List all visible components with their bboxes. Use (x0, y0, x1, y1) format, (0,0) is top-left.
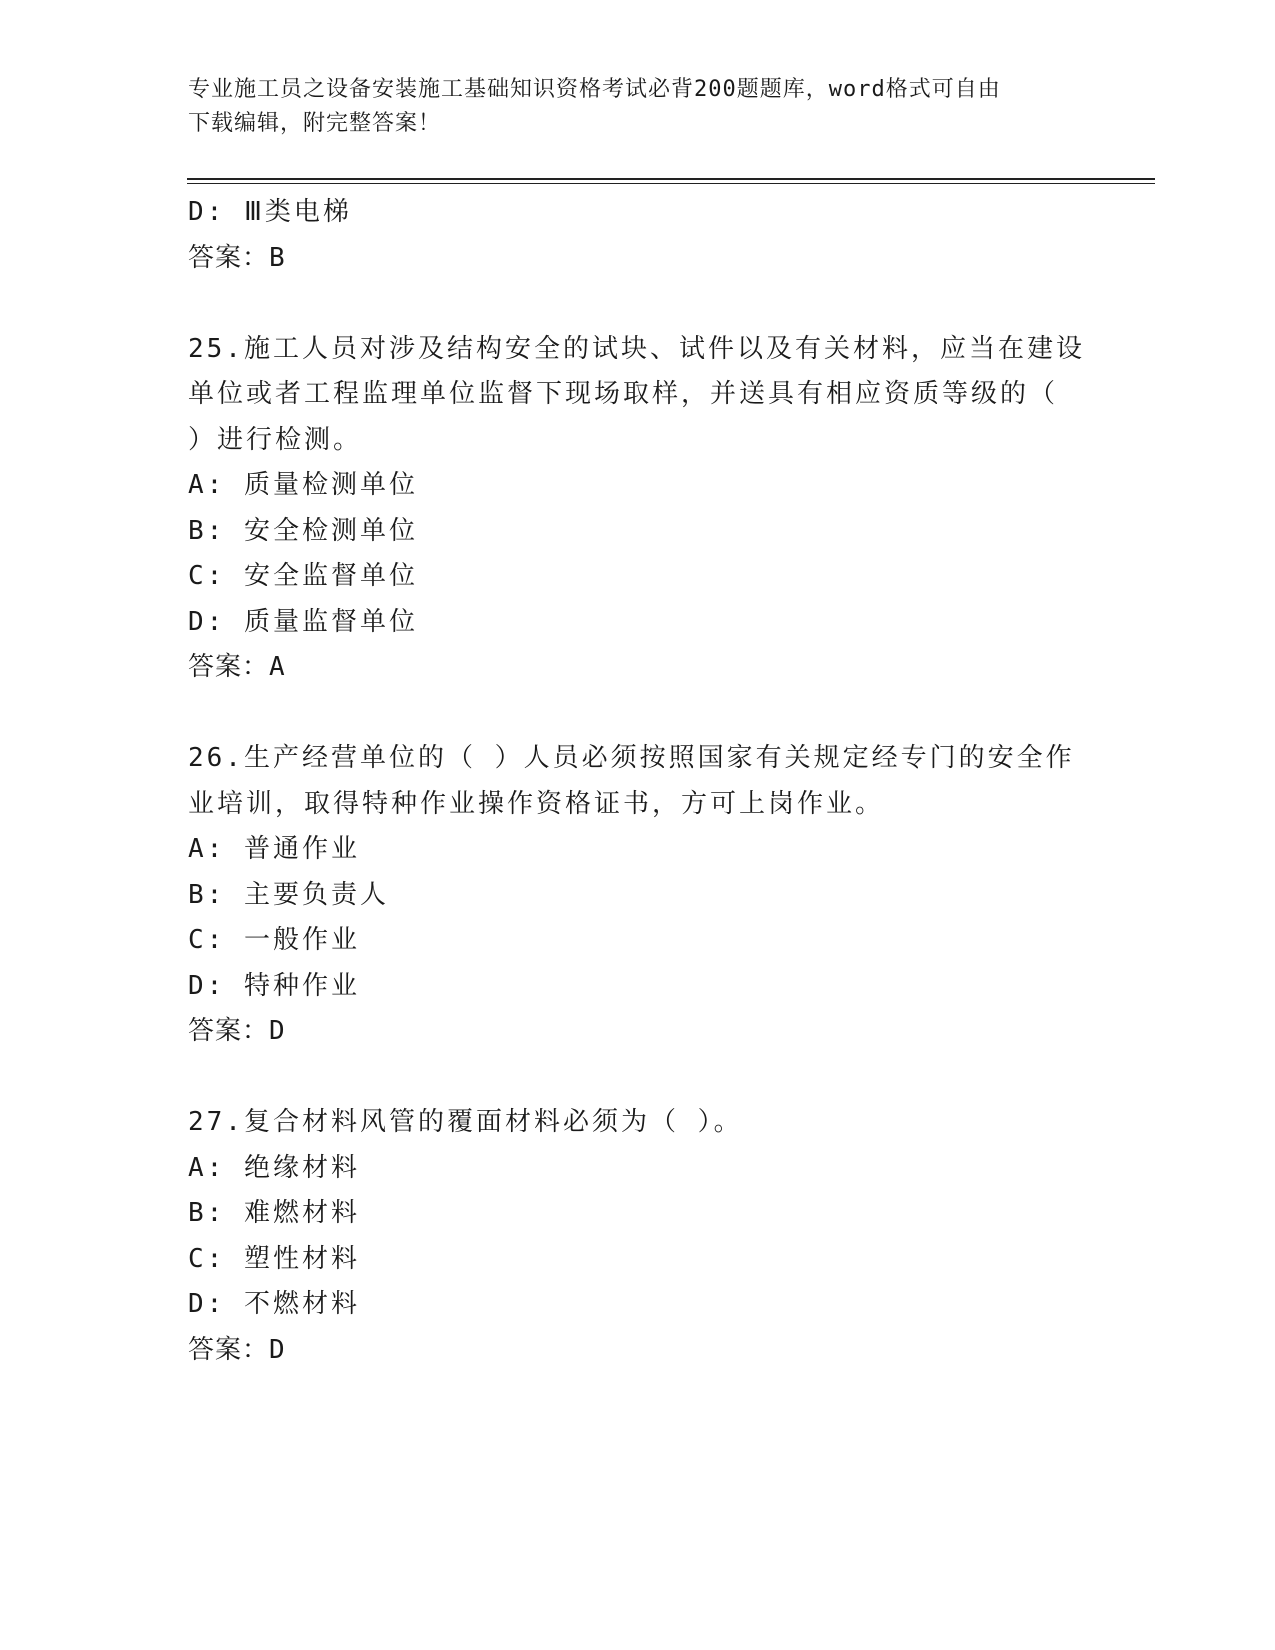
option-a: A: 普通作业 (188, 834, 360, 864)
option-a: A: 绝缘材料 (188, 1152, 360, 1183)
question-text-line: ）进行检测。 (188, 424, 363, 455)
option-d: D: Ⅲ类电梯 (188, 197, 352, 227)
answer-line: 答案：D (188, 1334, 286, 1365)
document-header (188, 73, 1078, 141)
option-d: D: 特种作业 (188, 970, 360, 1001)
option-b: B: 主要负责人 (188, 879, 389, 910)
option-b: B: 安全检测单位 (188, 515, 418, 546)
option-c: C: 一般作业 (188, 925, 360, 955)
question-text-line: 27.复合材料风管的覆面材料必须为（ ）。 (188, 1107, 743, 1137)
option-d: D: 质量监督单位 (188, 606, 418, 637)
question-text-line: 25.施工人员对涉及结构安全的试块、试件以及有关材料，应当在建设 (188, 333, 1085, 364)
answer-line: 答案：D (188, 1016, 286, 1046)
header-divider-thick (187, 178, 1155, 180)
question-text-line: 单位或者工程监理单位监督下现场取样，并送具有相应资质等级的（ (188, 379, 1059, 409)
question-25 (188, 327, 1088, 691)
option-c: C: 塑性材料 (188, 1243, 360, 1274)
question-27 (188, 1100, 1088, 1373)
option-b: B: 难燃材料 (188, 1198, 360, 1228)
question-text-line: 26.生产经营单位的（ ）人员必须按照国家有关规定经专门的安全作 (188, 743, 1075, 773)
spacer (188, 691, 1088, 737)
answer-line: 答案：A (188, 652, 286, 682)
option-d: D: 不燃材料 (188, 1289, 360, 1319)
header-line-1: 专业施工员之设备安装施工基础知识资格考试必背200题题库，word格式可自由 (188, 77, 1001, 102)
question-26 (188, 736, 1088, 1055)
question-text-line: 业培训，取得特种作业操作资格证书，方可上岗作业。 (188, 788, 885, 819)
spacer (188, 281, 1088, 327)
previous-question-tail (188, 190, 1088, 281)
spacer (188, 1055, 1088, 1101)
header-line-2: 下载编辑，附完整答案！ (188, 111, 442, 136)
answer-line: 答案：B (188, 242, 286, 273)
document-body (188, 190, 1088, 1373)
option-a: A: 质量检测单位 (188, 470, 418, 500)
header-divider-thin (187, 183, 1155, 184)
option-c: C: 安全监督单位 (188, 561, 418, 591)
